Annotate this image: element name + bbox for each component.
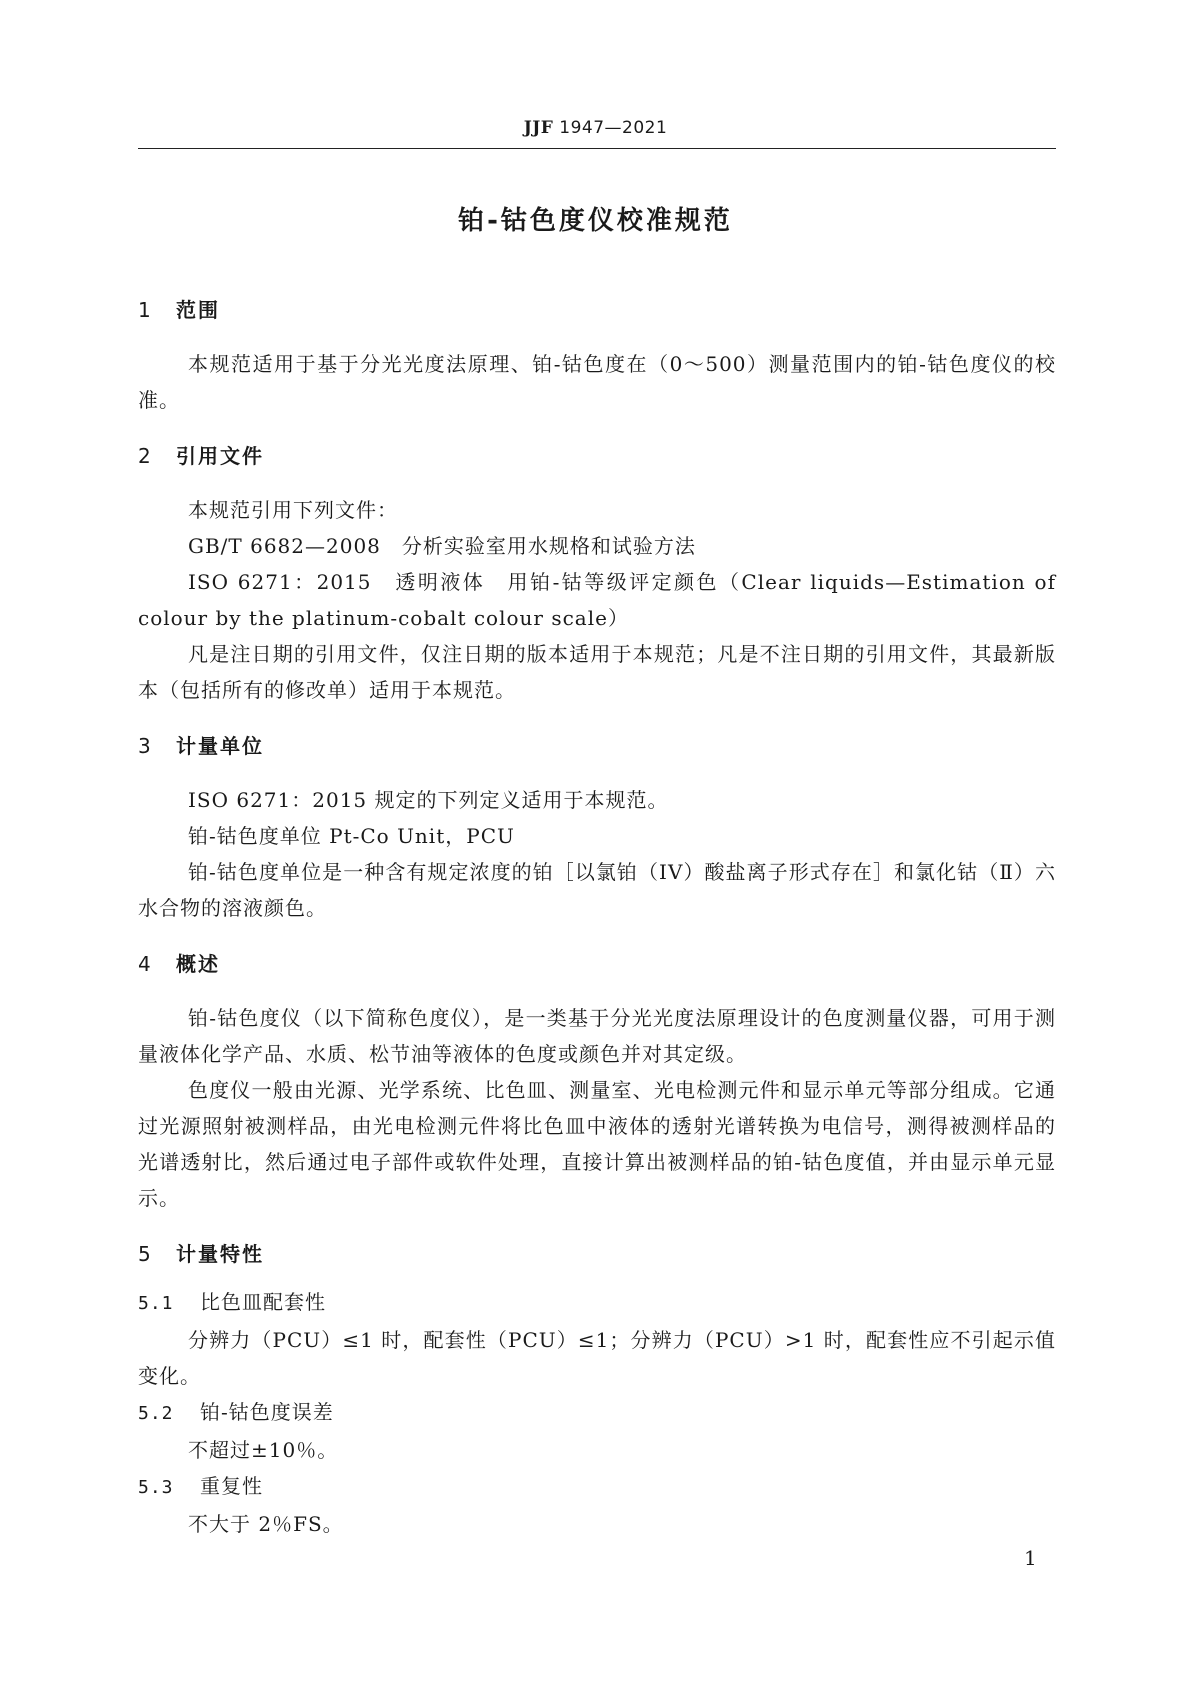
paragraph: 不超过±10％。	[188, 1438, 339, 1462]
paragraph: 铂-钴色度仪（以下简称色度仪），是一类基于分光光度法原理设计的色度测量仪器，可用于测量液体化学产品、水质、松节油等液体的色度或颜色并对其定级。	[138, 1006, 1056, 1066]
section-heading-references: 2 引用文件	[138, 444, 264, 468]
paragraph: 本规范适用于基于分光光度法原理、铂-钴色度在（0～500）测量范围内的铂-钴色度仪的校准。	[138, 352, 1056, 412]
paragraph: 铂-钴色度单位 Pt-Co Unit，PCU	[188, 824, 515, 848]
section-heading-units: 3 计量单位	[138, 734, 264, 758]
section-heading-overview: 4 概述	[138, 952, 220, 976]
section-heading-metrological-characteristics: 5 计量特性	[138, 1242, 264, 1266]
paragraph: 铂-钴色度单位是一种含有规定浓度的铂［以氯铂（IV）酸盐离子形式存在］和氯化钴（Ⅱ）六水合物的溶液颜色。	[138, 860, 1056, 920]
document-body	[138, 292, 1056, 1542]
section-heading-scope: 1 范围	[138, 298, 220, 322]
document-code-header: JJF 1947—2021	[523, 118, 668, 138]
subsection-heading: 5.1 比色皿配套性	[138, 1290, 326, 1314]
paragraph: 本规范引用下列文件：	[188, 498, 398, 522]
subsection-heading: 5.3 重复性	[138, 1474, 263, 1498]
reference-item: ISO 6271：2015 透明液体 用铂-钴等级评定颜色（Clear liquids—Estimation of colour by the platinum-cobalt colour scale）	[138, 570, 1056, 630]
paragraph: 凡是注日期的引用文件，仅注日期的版本适用于本规范；凡是不注日期的引用文件，其最新版本（包括所有的修改单）适用于本规范。	[138, 642, 1056, 702]
document-title: 铂-钴色度仪校准规范	[458, 206, 733, 236]
paragraph: 色度仪一般由光源、光学系统、比色皿、测量室、光电检测元件和显示单元等部分组成。它通过光源照射被测样品，由光电检测元件将比色皿中液体的透射光谱转换为电信号，测得被测样品的光谱透射比，然后通过电子部件或软件处理，直接计算出被测样品的铂-钴色度值，并由显示单元显示。	[138, 1078, 1056, 1210]
page-number: 1	[1024, 1546, 1037, 1570]
reference-item: GB/T 6682—2008 分析实验室用水规格和试验方法	[188, 534, 696, 558]
paragraph: ISO 6271：2015 规定的下列定义适用于本规范。	[188, 788, 669, 812]
paragraph: 不大于 2％FS。	[188, 1512, 344, 1536]
paragraph: 分辨力（PCU）≤1 时，配套性（PCU）≤1；分辨力（PCU）>1 时，配套性应不引起示值变化。	[138, 1328, 1056, 1388]
subsection-heading: 5.2 铂-钴色度误差	[138, 1400, 334, 1424]
header-rule	[138, 148, 1056, 149]
